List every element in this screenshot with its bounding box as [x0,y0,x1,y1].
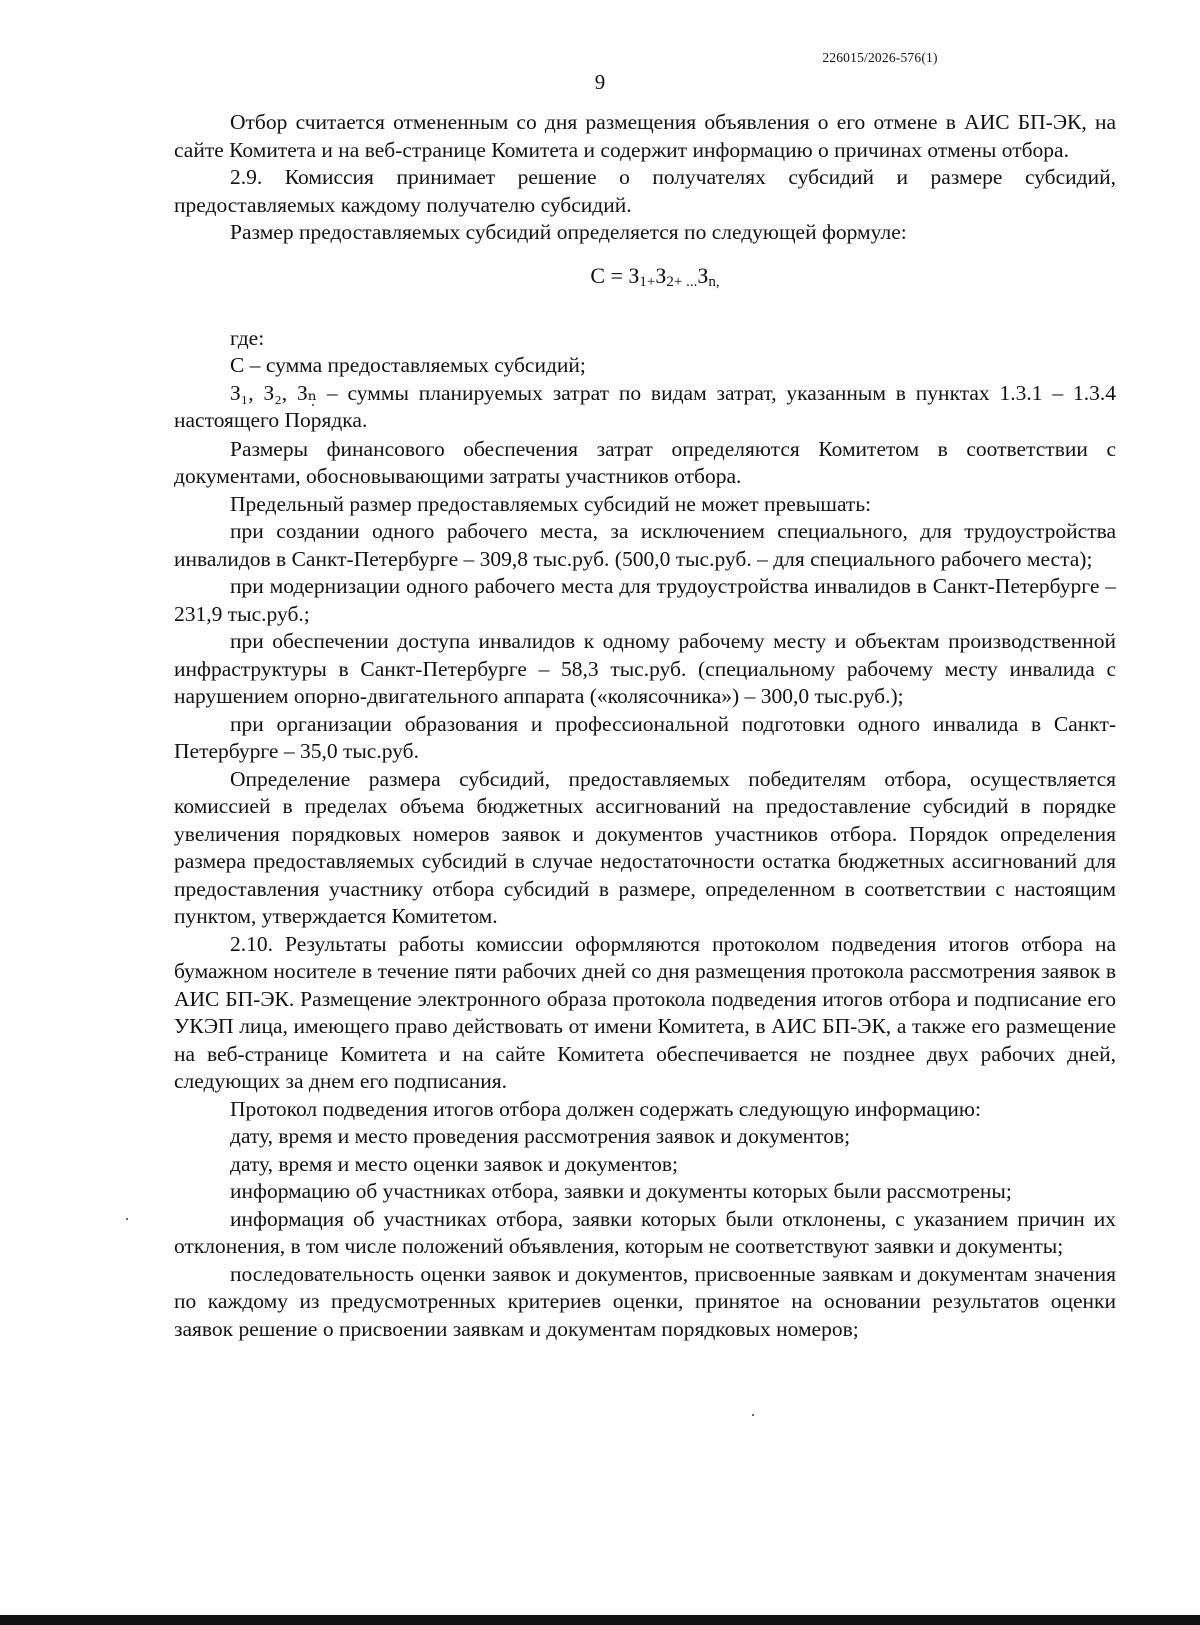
scan-bottom-edge [0,1615,1200,1625]
list-item-modernization: при модернизации одного рабочего места для трудоустройства инвалидов в Санкт-Петербурге – 231,9 тыс.руб.; [174,574,1116,626]
definition-z: З₁, З₂, Зₙ – суммы планируемых затрат по видам затрат, указанным в пунктах 1.3.1 – 1.3.4 настоящего Порядка. [174,380,1116,432]
definition-c: С – сумма предоставляемых субсидий; [230,353,586,377]
paragraph-formula-intro: Размер предоставляемых субсидий определяется по следующей формуле: [230,220,907,244]
formula-ellipsis: + ... [673,273,698,290]
document-number: 226015/2026-576(1) [822,50,938,65]
list-item-evaluation-date: дату, время и место оценки заявок и документов; [230,1151,678,1176]
paragraph-2-10: 2.10. Результаты работы комиссии оформляются протоколом подведения итогов отбора на бумажном носителе в течение пяти рабочих дней со дня размещения протокола рассмотрения заявок в АИС БП-ЭК. Размещение электронного образа протокола подведения итогов отбора и подписание его УКЭП лица, имеющего право действовать от имени Комитета, в АИС БП-ЭК, а также его размещение на веб-странице Комитета и на сайте Комитета обеспечивается не позднее двух рабочих дней, следующих за днем его подписания. [174,931,1116,1093]
formula-sub-1: 1 [639,273,647,290]
page-number: 9 [594,70,606,94]
definition-where: где: [230,325,265,350]
formula-plus: + [646,273,656,290]
list-item-access: при обеспечении доступа инвалидов к одному рабочему месту и объектам производственной инфраструктуры в Санкт-Петербурге – 58,3 тыс.руб. (специальному рабочему месту инвалида с нарушением опорно-двигательного аппарата («колясочника») – 300,0 тыс.руб.); [174,629,1116,708]
list-item-education: при организации образования и профессиональной подготовки одного инвалида в Санкт-Петербурге – 35,0 тыс.руб. [174,711,1116,763]
paragraph-cancellation: Отбор считается отмененным со дня размещения объявления о его отмене в АИС БП-ЭК, на сайте Комитета и на веб-странице Комитета и содержит информацию о причинах отмены отбора. [174,110,1116,162]
subsidy-formula [174,261,1116,297]
list-item-rejected-participants: информация об участниках отбора, заявки которых были отклонены, с указанием причин их отклонения, в том числе положений объявления, которым не соответствуют заявки и документы; [174,1206,1116,1258]
list-item-reviewed-participants: информацию об участниках отбора, заявки и документы которых были рассмотрены; [230,1179,1012,1203]
paragraph-2-9: 2.9. Комиссия принимает решение о получателях субсидий и размере субсидий, предоставляемых каждому получателю субсидий. [174,165,1116,217]
paragraph-limit-intro: Предельный размер предоставляемых субсидий не может превышать: [230,491,872,516]
list-item-review-date: дату, время и место проведения рассмотрения заявок и документов; [230,1124,851,1148]
paragraph-financial-sizes: Размеры финансового обеспечения затрат определяются Комитетом в соответствии с документами, обосновывающими затраты участников отбора. [174,436,1116,488]
list-item-new-workplace: при создании одного рабочего места, за исключением специального, для трудоустройства инвалидов в Санкт-Петербурге – 309,8 тыс.руб. (500,0 тыс.руб. – для специального рабочего места); [174,519,1116,571]
formula-lhs: С = З [590,262,640,288]
scan-speck [312,404,314,406]
formula-z2: З [655,262,667,288]
document-body [174,109,1116,1343]
formula-zn: З [697,262,709,288]
formula-sub-n: n, [708,273,720,290]
list-item-evaluation-sequence: последовательность оценки заявок и документов, присвоенные заявкам и документам значения по каждому из предусмотренных критериев оценки, принятое на основании результатов оценки заявок решение о присвоении заявкам и документам порядковых номеров; [174,1261,1116,1341]
paragraph-protocol-contents: Протокол подведения итогов отбора должен содержать следующую информацию: [230,1096,981,1121]
paragraph-size-determination: Определение размера субсидий, предоставляемых победителям отбора, осуществляется комиссией в пределах объема бюджетных ассигнований на предоставление субсидий в порядке увеличения порядковых номеров заявок и документов участников отбора. Порядок определения размера предоставляемых субсидий в случае недостаточности остатка бюджетных ассигнований для предоставления участнику отбора субсидий в размере, определенном в соответствии с настоящим пунктом, утверждается Комитетом. [174,766,1116,928]
formula-sub-2: 2 [666,273,674,290]
scan-speck [126,1218,128,1220]
scan-speck [752,1414,754,1416]
